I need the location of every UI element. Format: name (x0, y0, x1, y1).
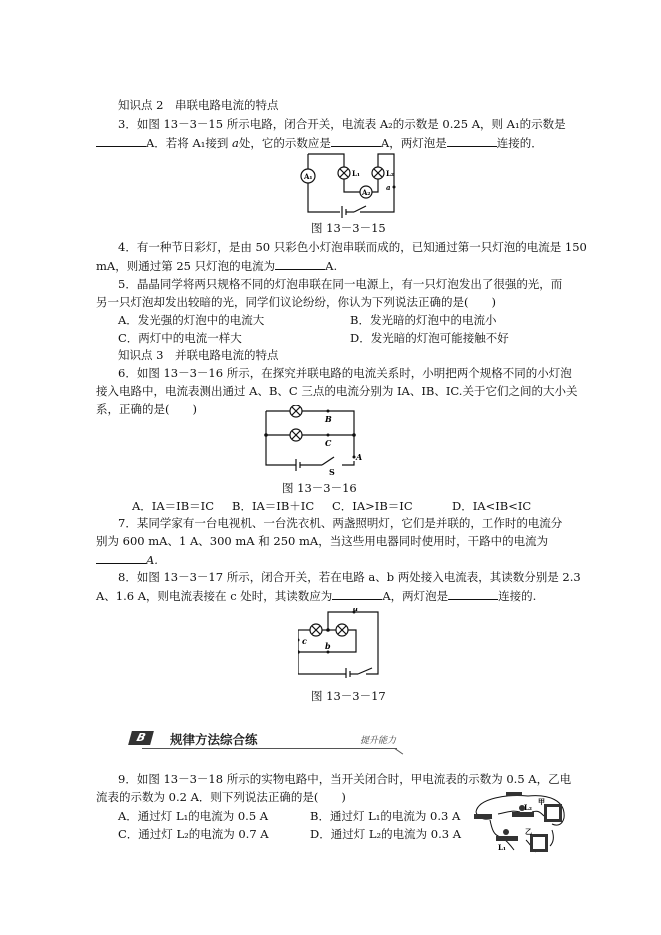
q9-option-d[interactable]: D．通过灯 L₂的电流为 0.3 A (310, 827, 462, 841)
figure-13-3-18 (468, 790, 568, 860)
q4-blank[interactable] (275, 258, 325, 270)
q6-option-b[interactable]: B．IA＝IB＋IC (232, 499, 315, 513)
fig18-label-l1: L₁ (498, 843, 506, 852)
figure-13-3-17 (298, 608, 388, 678)
q8-line1: 8．如图 13－3－17 所示，闭合开关，若在电路 a、b 两处接入电流表，其读数分别是 2.3 (118, 570, 581, 584)
fig15-label-a: a (386, 183, 391, 192)
q4-line2 (96, 258, 337, 274)
fig18-lamp-base-1 (512, 812, 534, 817)
banner-rule-tail (391, 748, 403, 759)
q5-option-b[interactable]: B．发光暗的灯泡中的电流小 (350, 313, 497, 327)
fig15-label-l2: L₂ (386, 169, 394, 178)
q7-line2: 别为 600 mA、1 A、300 mA 和 250 mA，当这些用电器同时使用时，干路中的电流为 (96, 534, 549, 548)
q8-text-b: A，两灯泡是 (382, 589, 449, 603)
q5-option-d[interactable]: D．发光暗的灯泡可能接触不好 (350, 331, 509, 345)
q3-text-d: 连接的． (496, 136, 543, 150)
q6-option-c[interactable]: C．IA>IB＝IC (332, 499, 413, 513)
banner-logo: B (128, 731, 154, 745)
fig16-label-s: S (329, 467, 335, 475)
banner-rule (142, 748, 397, 749)
banner-subtitle: 提升能力 (360, 736, 397, 746)
fig15-wire-left (308, 154, 340, 212)
fig17-label-a: a (353, 608, 359, 613)
q3-blank-1[interactable] (96, 135, 146, 147)
q6-line3: 系，正确的是( ) (96, 402, 197, 416)
q3-blank-2[interactable] (331, 135, 381, 147)
q3-blank-3[interactable] (447, 135, 497, 147)
figure-13-3-15 (290, 150, 400, 218)
fig15-label-a1: A₁ (304, 172, 313, 181)
fig18-lamp-base-2 (496, 836, 518, 841)
q8-line2 (96, 588, 536, 604)
q7-line1: 7．某同学家有一台电视机、一台洗衣机、两盏照明灯，它们是并联的，工作时的电流分 (118, 516, 563, 530)
fig15-wire-top-left (308, 154, 344, 170)
q9-option-b[interactable]: B．通过灯 L₁的电流为 0.3 A (310, 809, 461, 823)
fig16-label-a: A (356, 452, 362, 462)
q4-text-b: A. (325, 259, 338, 273)
fig15-label-a2: A₂ (362, 188, 371, 197)
q5-option-a[interactable]: A．发光强的灯泡中的电流大 (118, 313, 265, 327)
q9-line1: 9．如图 13－3－18 所示的实物电路中，当开关闭合时，甲电流表的示数为 0.5 A，乙电 (118, 772, 572, 786)
fig16-caption: 图 13－3－16 (282, 481, 357, 495)
fig18-label-l2: L₂ (524, 803, 532, 812)
figure-13-3-16 (262, 405, 362, 475)
q9-option-c[interactable]: C．通过灯 L₂的电流为 0.7 A (118, 827, 269, 841)
fig16-label-c: C (325, 438, 332, 448)
q8-blank-1[interactable] (332, 588, 382, 600)
fig17-caption: 图 13－3－17 (311, 689, 386, 703)
q5-option-c[interactable]: C．两灯中的电流一样大 (118, 331, 242, 345)
q4-line1: 4．有一种节日彩灯，是由 50 只彩色小灯泡串联而成的，已知通过第一只灯泡的电流是 150 (118, 240, 587, 254)
fig18-label-yi: 乙 (525, 827, 532, 836)
banner-title: 规律方法综合练 (170, 732, 258, 747)
fig17-label-b: b (325, 641, 331, 651)
q3-point-a: a (232, 136, 239, 150)
q5-line1: 5．晶晶同学将两只规格不同的灯泡串联在同一电源上，有一只灯泡发出了很强的光，而 (118, 277, 563, 291)
fig18-switch (474, 814, 492, 819)
q8-text-c: 连接的. (498, 589, 537, 603)
fig18-label-jia: 甲 (538, 797, 545, 806)
q9-option-a[interactable]: A．通过灯 L₁的电流为 0.5 A (118, 809, 269, 823)
section-banner (130, 729, 410, 753)
q6-line1: 6．如图 13－3－16 所示，在探究并联电路的电流关系时，小明把两个规格不同的小灯泡 (118, 366, 572, 380)
q3-text-c: A，两灯泡是 (380, 136, 447, 150)
q7-line3 (96, 552, 158, 568)
q7-unit: A. (146, 553, 158, 567)
q9-line2: 流表的示数为 0.2 A．则下列说法正确的是( ) (96, 790, 346, 804)
q5-line2: 另一只灯泡却发出较暗的光，同学们议论纷纷，你认为下列说法正确的是( ) (96, 295, 496, 309)
section-heading-3: 知识点 3 并联电路电流的特点 (118, 348, 279, 362)
q8-blank-2[interactable] (448, 588, 498, 600)
q8-text-a: A、1.6 A，则电流表接在 c 处时，其读数应为 (96, 589, 333, 603)
q3-text-a: A．若将 A₁接到 (146, 136, 229, 150)
fig15-label-l1: L₁ (352, 169, 360, 178)
q3-line1: 3．如图 13－3－15 所示电路，闭合开关，电流表 A₂的示数是 0.25 A，则 A₁的示数是 (118, 117, 566, 131)
q3-text-b: 处，它的示数应是 (238, 136, 331, 150)
q6-line2: 接入电路中，电流表测出通过 A、B、C 三点的电流分别为 IA、IB、IC.关于它们之间的大小关 (96, 384, 578, 398)
q6-option-a[interactable]: A．IA＝IB＝IC (132, 499, 214, 513)
q7-blank[interactable] (96, 552, 146, 564)
fig16-label-b: B (325, 414, 332, 424)
q3-line2 (96, 135, 543, 151)
fig17-label-c: c (302, 636, 307, 646)
q4-text-a: mA，则通过第 25 只灯泡的电流为 (96, 259, 276, 273)
section-heading-2: 知识点 2 串联电路电流的特点 (118, 98, 279, 112)
fig15-caption: 图 13－3－15 (311, 221, 386, 235)
q6-option-d[interactable]: D．IA<IB<IC (452, 499, 532, 513)
fig18-battery (506, 792, 522, 796)
